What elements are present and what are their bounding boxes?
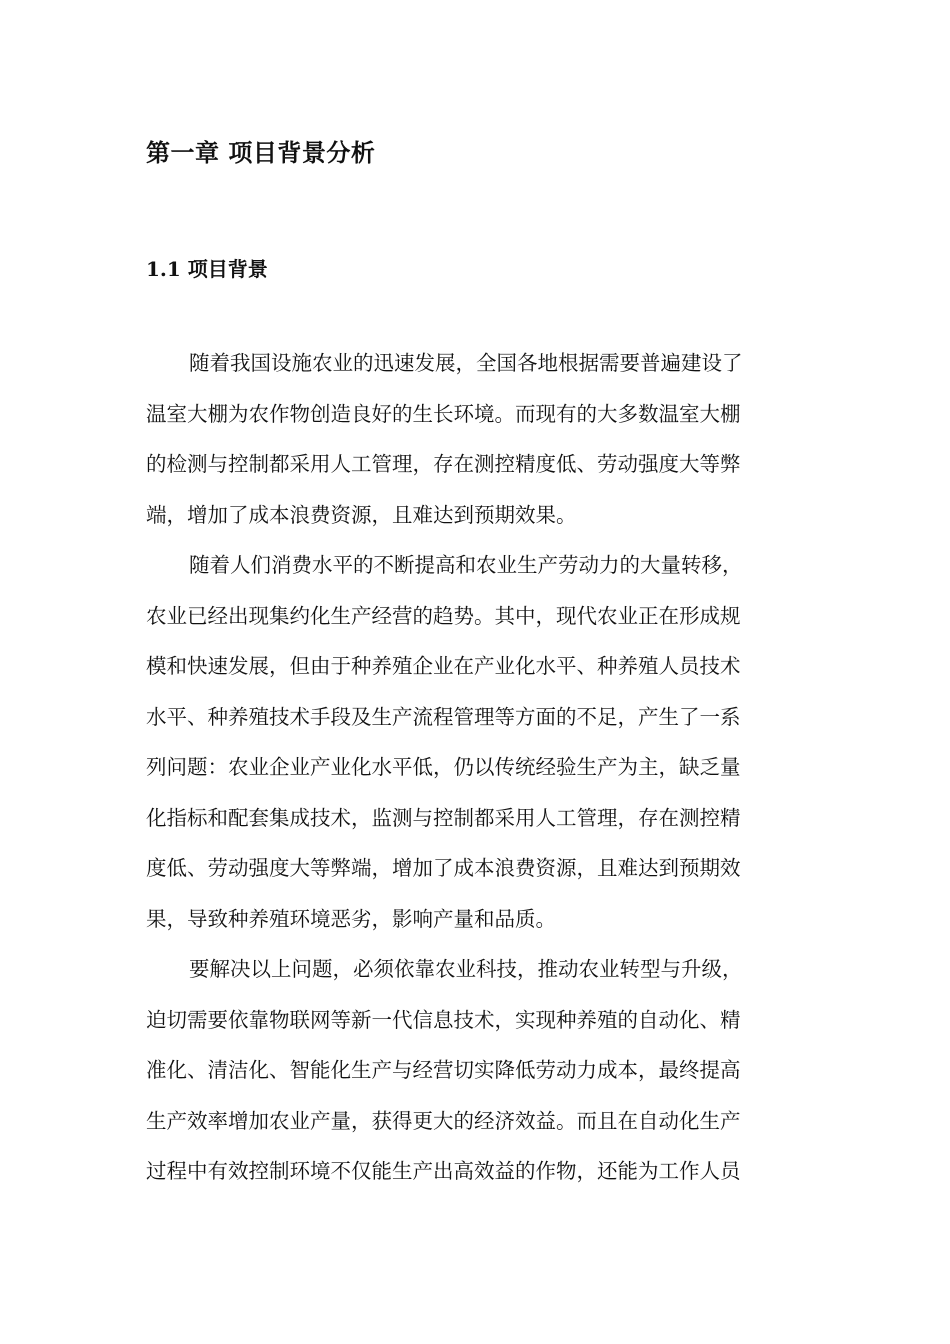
paragraph-2 (146, 540, 798, 944)
paragraph-line: 随着我国设施农业的迅速发展，全国各地根据需要普遍建设了 (189, 351, 743, 375)
paragraph-line: 过程中有效控制环境不仅能生产出高效益的作物，还能为工作人员 (146, 1159, 741, 1183)
paragraph-line: 模和快速发展，但由于种养殖企业在产业化水平、种养殖人员技术 (146, 654, 741, 678)
chapter-title: 第一章 项目背景分析 (146, 138, 376, 167)
section-title: 1.1 项目背景 (146, 257, 268, 281)
paragraph-line: 列问题：农业企业产业化水平低，仍以传统经验生产为主，缺乏量 (146, 755, 741, 779)
paragraph-line: 农业已经出现集约化生产经营的趋势。其中，现代农业正在形成规 (146, 603, 741, 628)
body-text (146, 338, 798, 1197)
paragraph-line: 水平、种养殖技术手段及生产流程管理等方面的不足，产生了一系 (146, 704, 741, 729)
paragraph-line: 随着人们消费水平的不断提高和农业生产劳动力的大量转移， (189, 553, 743, 577)
paragraph-1 (146, 338, 798, 540)
paragraph-3 (146, 944, 798, 1197)
paragraph-line: 端，增加了成本浪费资源，且难达到预期效果。 (146, 502, 577, 527)
paragraph-line: 迫切需要依靠物联网等新一代信息技术，实现种养殖的自动化、精 (146, 1007, 741, 1032)
paragraph-line: 准化、清洁化、智能化生产与经营切实降低劳动力成本，最终提高 (146, 1058, 741, 1082)
paragraph-line: 化指标和配套集成技术，监测与控制都采用人工管理，存在测控精 (146, 805, 741, 830)
paragraph-line: 的检测与控制都采用人工管理，存在测控精度低、劳动强度大等弊 (146, 452, 741, 476)
paragraph-line: 要解决以上问题，必须依靠农业科技，推动农业转型与升级， (189, 957, 743, 981)
paragraph-line: 温室大棚为农作物创造良好的生长环境。而现有的大多数温室大棚 (146, 401, 741, 426)
paragraph-line: 果，导致种养殖环境恶劣，影响产量和品质。 (146, 906, 556, 931)
paragraph-line: 度低、劳动强度大等弊端，增加了成本浪费资源，且难达到预期效 (146, 856, 741, 880)
paragraph-line: 生产效率增加农业产量，获得更大的经济效益。而且在自动化生产 (146, 1108, 741, 1133)
